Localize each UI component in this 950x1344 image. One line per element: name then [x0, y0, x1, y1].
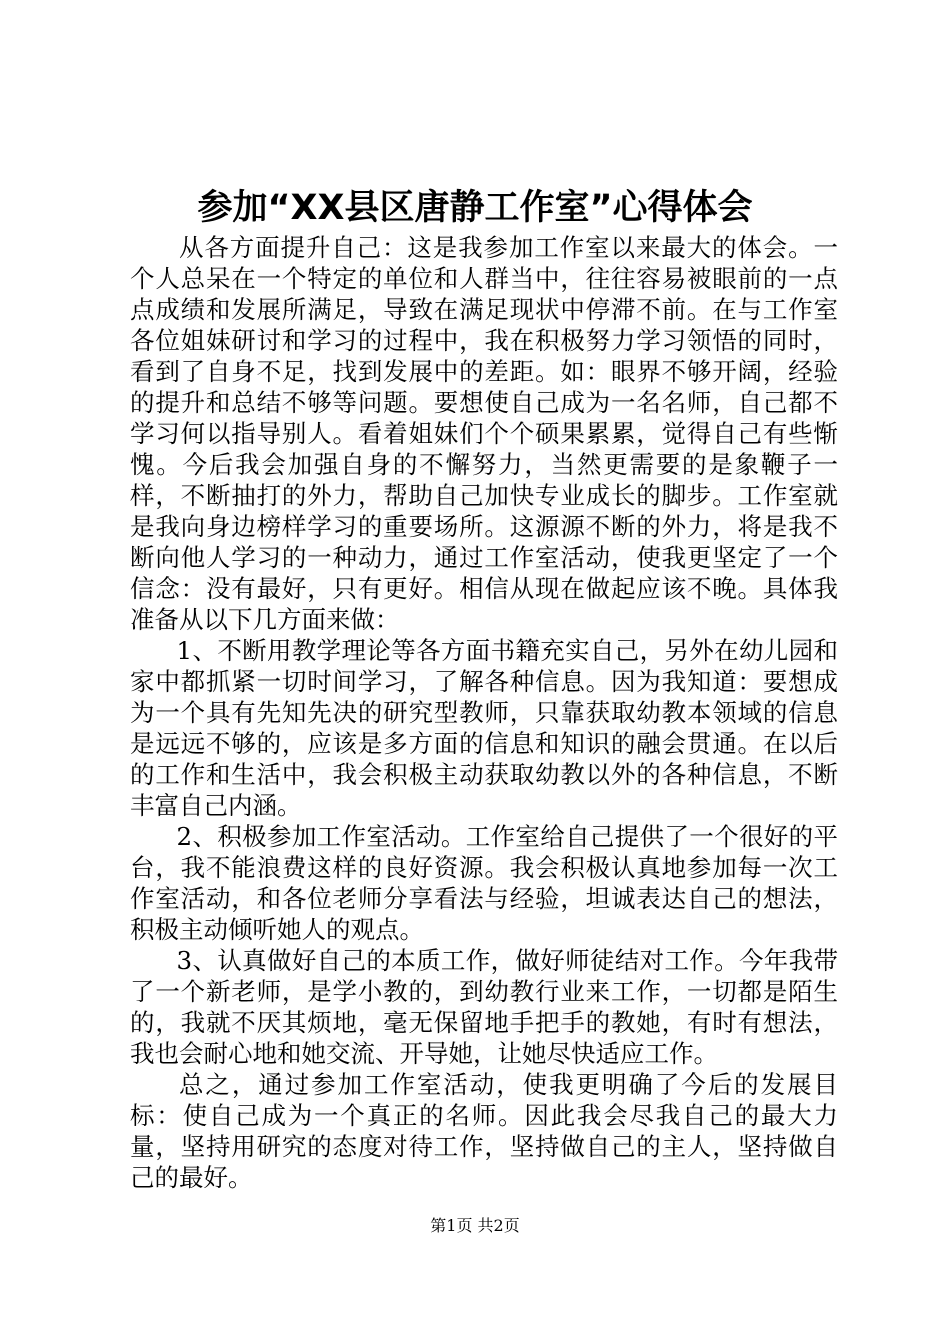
paragraph-conclusion: 总之，通过参加工作室活动，使我更明确了今后的发展目标：使自己成为一个真正的名师。因此我会尽我自己的最大力量，坚持用研究的态度对待工作，坚持做自己的主人，坚持做自己的最好。 [130, 1070, 838, 1192]
document-title: 参加“XX县区唐静工作室”心得体会 [197, 188, 753, 228]
paragraph-point-3: 3、认真做好自己的本质工作，做好师徒结对工作。今年我带了一个新老师，是学小教的，到幼教行业来工作，一切都是陌生的，我就不厌其烦地，毫无保留地手把手的教她，有时有想法，我也会耐心地和她交流、开导她，让她尽快适应工作。 [130, 946, 838, 1068]
document-body [130, 232, 838, 1193]
paragraph-point-2: 2、积极参加工作室活动。工作室给自己提供了一个很好的平台，我不能浪费这样的良好资源。我会积极认真地参加每一次工作室活动，和各位老师分享看法与经验，坦诚表达自己的想法，积极主动倾听她人的观点。 [130, 822, 838, 944]
page-number-footer: 第1页 共2页 [430, 1216, 520, 1235]
paragraph-intro: 从各方面提升自己：这是我参加工作室以来最大的体会。一个人总呆在一个特定的单位和人群当中，往往容易被眼前的一点点成绩和发展所满足，导致在满足现状中停滞不前。在与工作室各位姐妹研讨和学习的过程中，我在积极努力学习领悟的同时，看到了自身不足，找到发展中的差距。如：眼界不够开阔，经验的提升和总结不够等问题。要想使自己成为一名名师，自己都不学习何以指导别人。看着姐妹们个个硕果累累，觉得自己有些惭愧。今后我会加强自身的不懈努力，当然更需要的是象鞭子一样，不断抽打的外力，帮助自己加快专业成长的脚步。工作室就是我向身边榜样学习的重要场所。这源源不断的外力，将是我不断向他人学习的一种动力，通过工作室活动，使我更坚定了一个信念：没有最好，只有更好。相信从现在做起应该不晚。具体我准备从以下几方面来做： [130, 233, 838, 634]
paragraph-point-1: 1、不断用教学理论等各方面书籍充实自己，另外在幼儿园和家中都抓紧一切时间学习，了解各种信息。因为我知道：要想成为一个具有先知先决的研究型教师，只靠获取幼教本领域的信息是远远不够的，应该是多方面的信息和知识的融会贯通。在以后的工作和生活中，我会积极主动获取幼教以外的各种信息，不断丰富自己内涵。 [130, 636, 838, 820]
